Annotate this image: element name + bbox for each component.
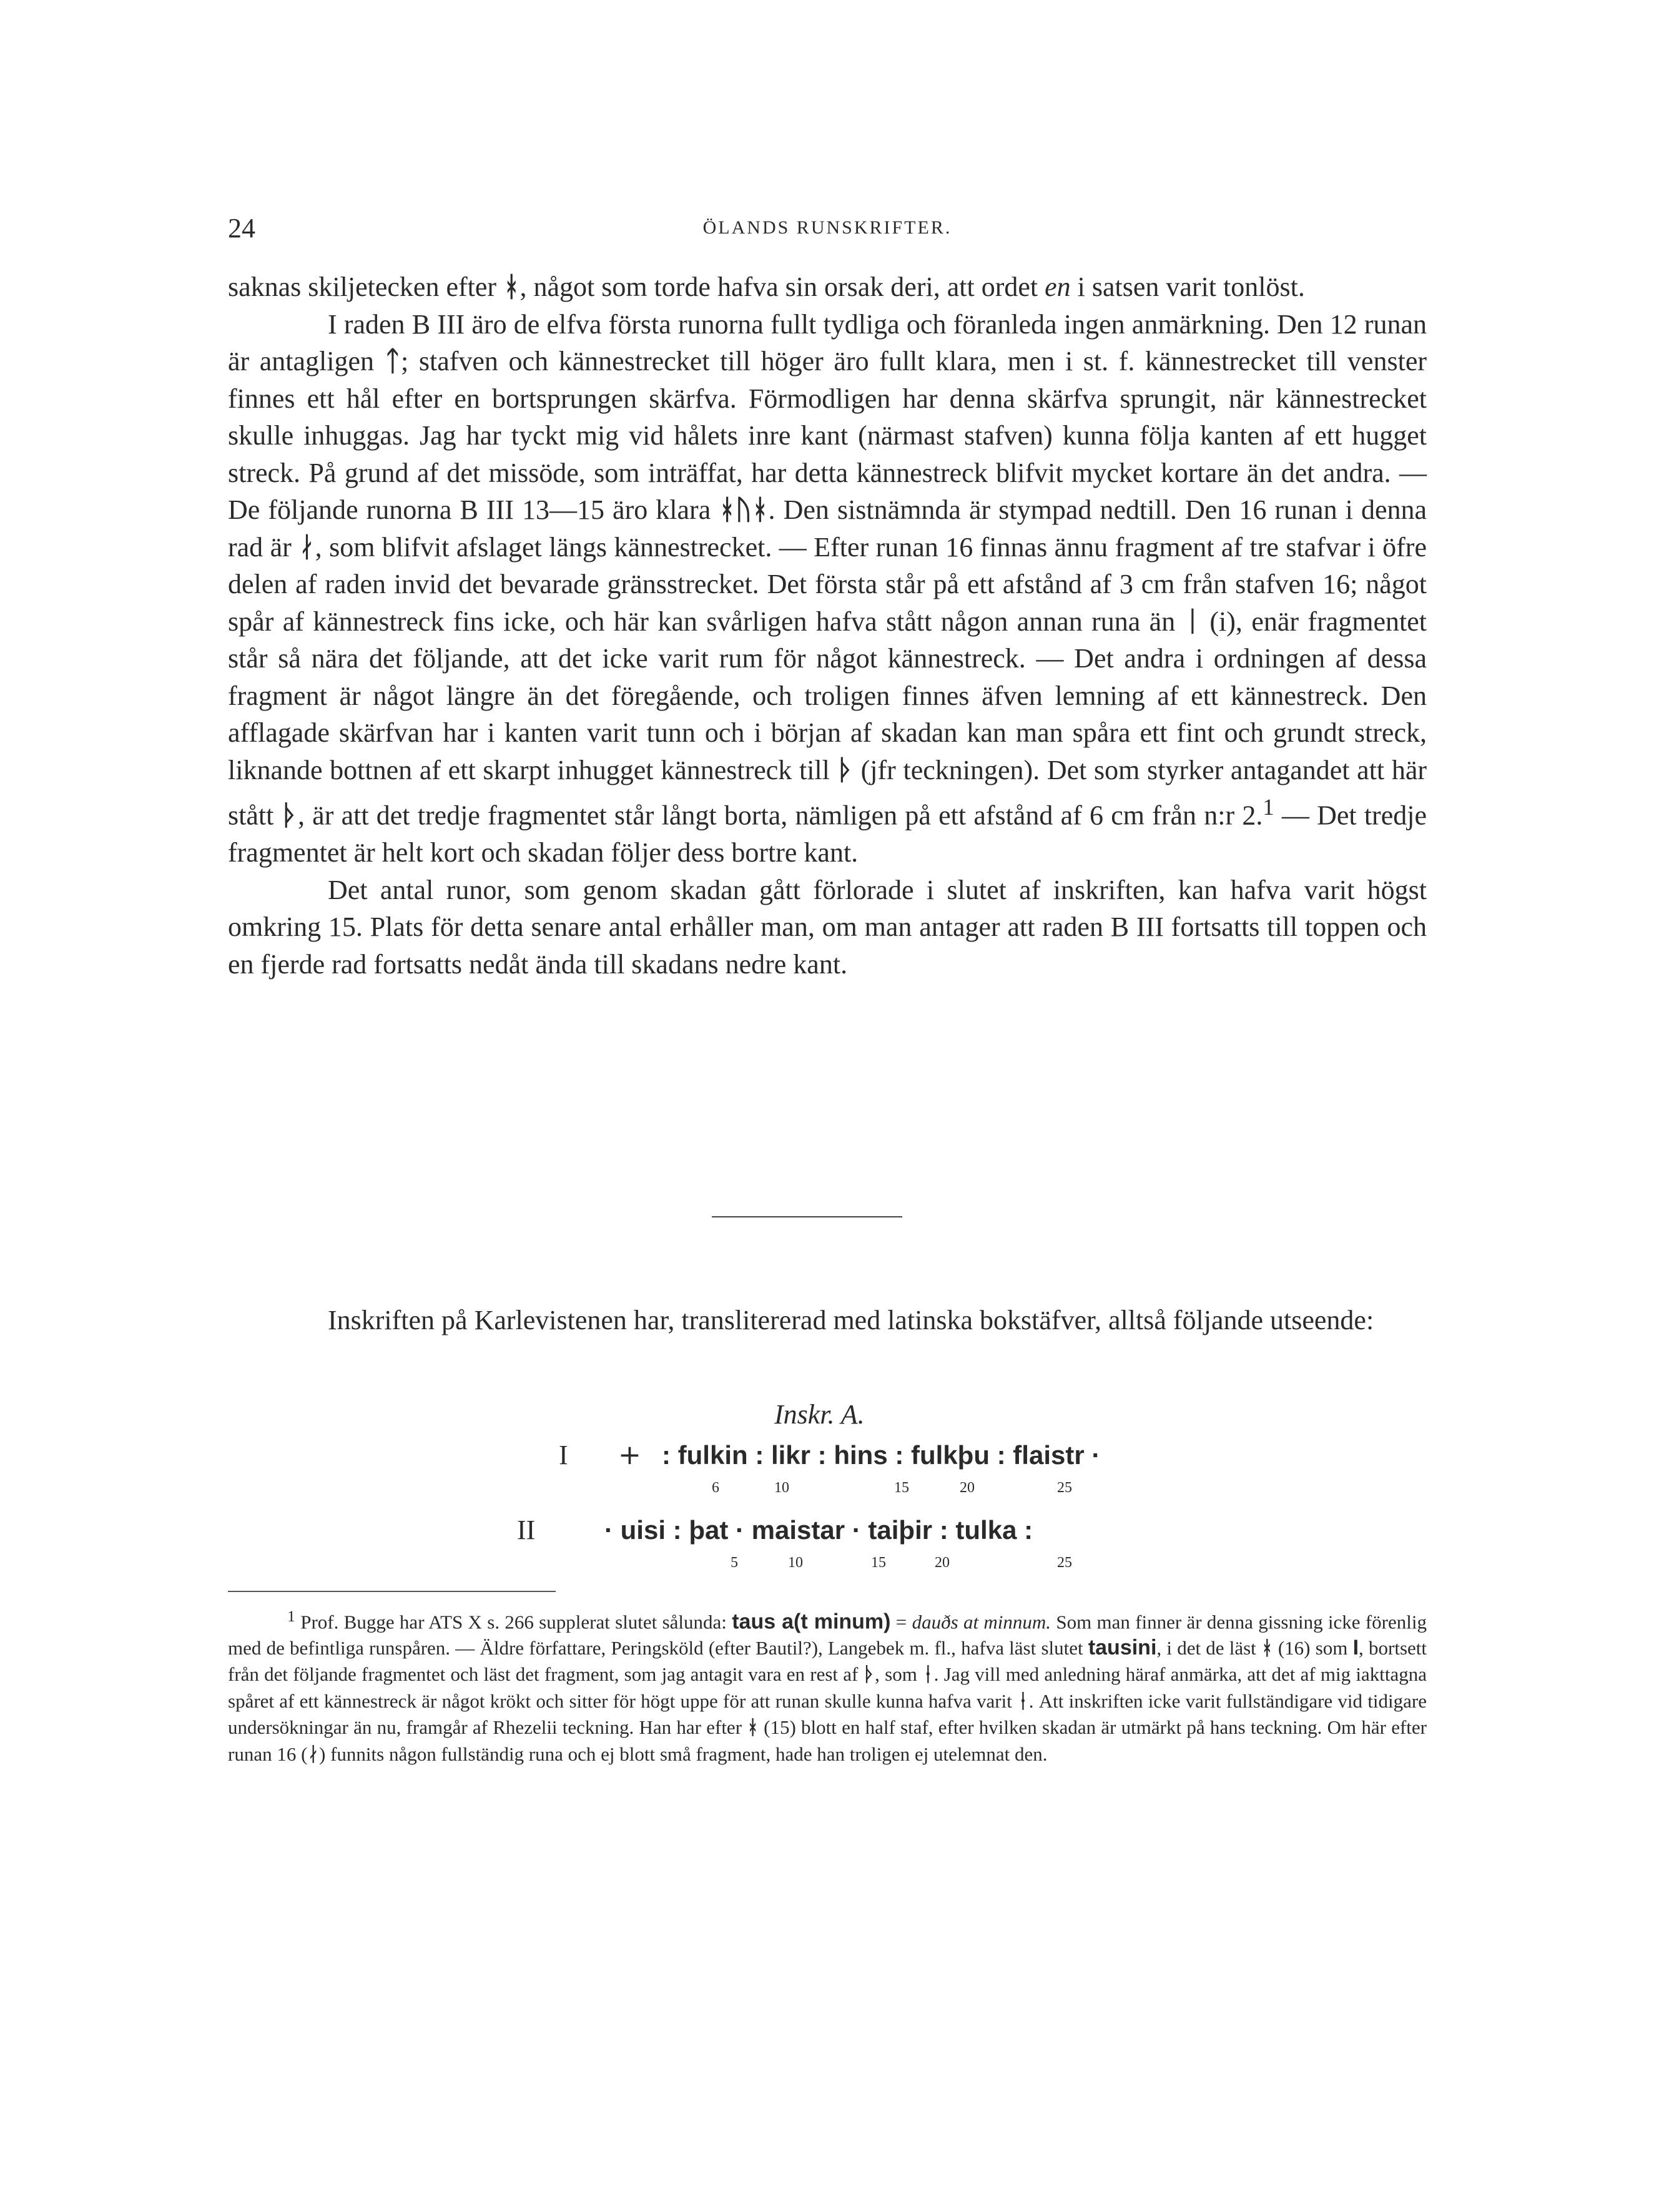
rune-glyph: ᛅ	[307, 1743, 320, 1766]
page-header	[228, 212, 1427, 250]
rune-glyph: ᛏ	[384, 345, 401, 377]
text-run: i satsen varit tonlöst.	[1070, 272, 1305, 302]
text-run: , något som torde hafva sin orsak deri, att ordet	[519, 272, 1045, 302]
paragraph-continuation	[228, 268, 1427, 306]
rune-glyph: ᛁ	[1184, 605, 1201, 637]
rune-count: 15	[871, 1555, 886, 1571]
rune-count: 15	[894, 1480, 909, 1496]
intro-paragraph: Inskriften på Karlevistenen har, translitererad med latinska bokstäfver, alltså följande utseende:	[328, 1305, 1374, 1335]
rune-glyph: ᚽ	[1017, 1689, 1029, 1713]
text-run: , är att det tredje fragmentet står långt borta, nämligen på ett afstånd af 6 cm från n:r 2.	[297, 800, 1263, 831]
rune-count: 10	[774, 1480, 789, 1496]
emphasis: en	[1045, 272, 1071, 302]
rune-glyph: ᚦ	[281, 799, 298, 832]
text-run: ; stafven och kännestrecket till höger äro fullt klara, men i st. f. kännestrecket till venster finnes ett hål efter en bortsprungen skärfva. Förmodligen har denna skärfva sprungit, när kännestrecket skulle inhuggas. Jag har tyckt mig vid hålets inre kant (närmast stafven) kunna följa kanten af ett hugget streck. På grund af det missöde, som inträffat, har detta kännestreck blifvit mycket kortare än det andra. — De följande runorna B III 13—15 äro klara	[228, 346, 1427, 525]
line-numeral: II	[517, 1515, 536, 1545]
footnote-mark: 1	[287, 1607, 295, 1625]
text-run: (i), enär fragmentet står så nära det följande, att det icke varit rum för något kännestreck. — Det andra i ordningen af dessa fragment är något längre än det föregående, och troligen finnes äfven lemning af ett kännestreck. Den afflagade skärfvan har i kanten varit tunn och i början af skadan kan man spåra ett fint och grundt streck, liknande bottnen af ett skarpt inhugget kännestreck till	[228, 606, 1427, 785]
running-head: ÖLANDS RUNSKRIFTER.	[702, 217, 952, 238]
rune-count: 25	[1057, 1480, 1072, 1496]
text-run: — Det tredje fragmentet är helt kort och skadan följer dess bortre kant.	[228, 800, 1427, 868]
section-separator	[712, 1216, 902, 1217]
rune-glyph: ᚦ	[837, 754, 854, 786]
body-text	[228, 268, 1427, 983]
bold-transliteration: taus a(t minum)	[732, 1610, 891, 1634]
text-run: (16) som	[1273, 1636, 1353, 1659]
bold-transliteration: I	[1352, 1635, 1359, 1659]
rune-count: 6	[712, 1480, 719, 1496]
line-numeral: I	[559, 1440, 568, 1470]
rune-count: 20	[960, 1480, 975, 1496]
footnote-ref: 1	[1263, 794, 1274, 820]
footnote	[228, 1603, 1427, 1767]
text-run: I raden B III äro de elfva första runorna fullt tydliga och föranleda ingen anmärkning. Den 12 runan är antagligen	[228, 308, 1427, 376]
inscription-line-1	[559, 1439, 1100, 1471]
text-run: saknas skiljetecken efter	[228, 272, 504, 302]
rune-count: 25	[1057, 1555, 1072, 1571]
text-run: Som man finner är denna gissning icke förenlig med de befintliga runspåren. — Äldre författare, Peringsköld (efter Bautil?), Langebek m. fl., hafva läst slutet	[228, 1611, 1427, 1659]
intro-text	[228, 1302, 1427, 1339]
text-run: . Jag vill med anledning häraf anmärka, att det af mig iakttagna spåret af ett kännestreck är något krökt och sitter för högt uppe för att runan skulle kunna hafva varit	[228, 1663, 1427, 1712]
inscription-line-2	[517, 1514, 1033, 1546]
text-run: . Att inskriften icke varit fullständigare vid tidigare undersökningar än nu, framgår af Rhezelii teckning. Han har efter	[228, 1689, 1427, 1739]
text-run: , i det de läst	[1156, 1636, 1262, 1659]
footnote-rule	[228, 1591, 556, 1592]
paragraph-b-iii	[228, 306, 1427, 872]
text-run: ) funnits någon fullständig runa och ej blott små fragment, hade han troligen ej utelemnat den.	[319, 1743, 1048, 1765]
bold-transliteration: tausini	[1088, 1635, 1157, 1659]
text-run: , som blifvit afslaget längs kännestrecket. — Efter runan 16 finnas ännu fragment af tre stafvar i öfre delen af raden invid det bevarade gränsstrecket. Det första står på ett afstånd af 3 cm från stafven 16; något spår af kännestreck fins icke, och här kan svårligen hafva stått någon annan runa än	[228, 531, 1427, 637]
footnote-paragraph	[228, 1603, 1427, 1767]
text-run: , bortsett från det följande fragmentet och läst det fragment, som jag antagit vara en rest af	[228, 1636, 1427, 1686]
rune-glyph: ᚦ	[863, 1663, 875, 1686]
italic-phrase: dauðs at minnum.	[912, 1611, 1051, 1633]
rune-glyph: ᚼ	[503, 271, 520, 303]
rune-count: 5	[731, 1555, 738, 1571]
cross-icon: +	[618, 1439, 641, 1471]
text-run: =	[890, 1611, 912, 1633]
rune-glyph: ᚼᚢᚼ	[719, 494, 769, 526]
text-run: Prof. Bugge har ATS X s. 266 supplerat slutet sålunda:	[295, 1611, 732, 1633]
rune-glyph: ᚼ	[747, 1716, 759, 1739]
transliteration: · uisi : þat · maistar · taiþir : tulka :	[604, 1515, 1033, 1545]
inscription-heading: Inskr. A.	[774, 1399, 865, 1430]
paragraph-lost-runes: Det antal runor, som genom skadan gått förlorade i slutet af inskriften, kan hafva varit högst omkring 15. Plats för detta senare antal erhåller man, om man antager att raden B III fortsatts till toppen och en fjerde rad fortsatts nedåt ända till skadans nedre kant.	[228, 874, 1427, 980]
rune-count: 20	[935, 1555, 950, 1571]
page-number: 24	[228, 213, 255, 243]
text-run: , som	[875, 1663, 923, 1686]
text-run: . Den sistnämnda är stympad nedtill. Den 16 runan i denna rad är	[228, 494, 1427, 563]
text-run: (15) blott en half staf, efter hvilken skadan är utmärkt på hans teckning. Om här efter runan 16 (	[228, 1716, 1427, 1765]
rune-glyph: ᚼ	[1261, 1636, 1273, 1659]
transliteration: : fulkin : likr : hins : fulkþu : flaistr ·	[662, 1440, 1101, 1470]
rune-glyph: ᛅ	[298, 531, 315, 563]
rune-count: 10	[788, 1555, 803, 1571]
rune-glyph: ᚽ	[922, 1663, 934, 1686]
text-run: (jfr teckningen). Det som styrker antagandet att här stått	[228, 754, 1427, 831]
